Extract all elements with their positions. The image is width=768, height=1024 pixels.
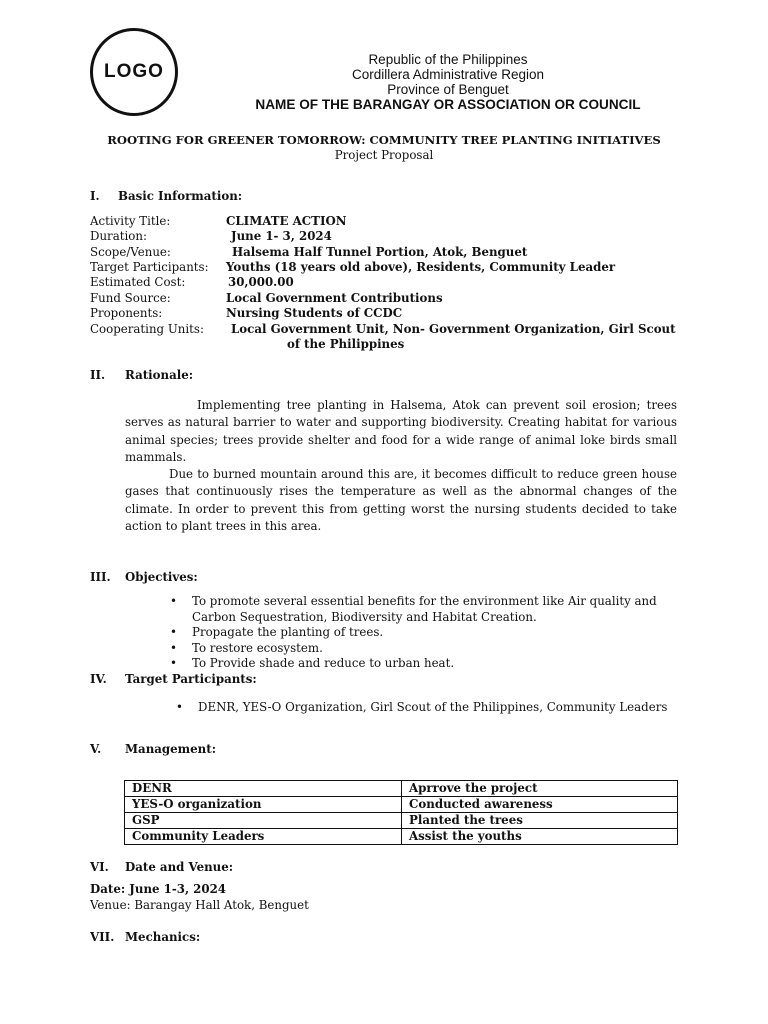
logo: LOGO — [90, 28, 178, 116]
section-number: II. — [90, 368, 106, 382]
table-cell: DENR — [125, 781, 402, 797]
section-number: VI. — [90, 860, 109, 874]
table-row — [125, 813, 678, 829]
section-title: Objectives: — [125, 570, 198, 584]
section-number: III. — [90, 570, 111, 584]
participants-value: Youths (18 years old above), Residents, Community Leader — [226, 260, 616, 274]
section-title: Date and Venue: — [125, 860, 234, 874]
section-number: IV. — [90, 672, 107, 686]
table-cell: Conducted awareness — [402, 797, 678, 813]
section-mechanics — [90, 930, 200, 944]
proponents-value: Nursing Students of CCDC — [226, 306, 403, 320]
section-title: Rationale: — [125, 368, 194, 382]
list-item: • DENR, YES-O Organization, Girl Scout of the Philippines, Community Leaders — [174, 696, 678, 719]
activity-title-label: Activity Title: — [90, 214, 171, 228]
section-title: Target Participants: — [125, 672, 257, 686]
header-country: Republic of the Philippines — [368, 52, 528, 67]
table-cell: YES-O organization — [125, 797, 402, 813]
list-item: • To promote several essential benefits for the environment like Air quality and Carbon Sequestration, Biodiversity and Habitat Creation. — [168, 594, 678, 625]
participants-label: Target Participants: — [90, 260, 209, 274]
section-date-venue — [90, 860, 233, 874]
document-subtitle: Project Proposal — [334, 148, 434, 162]
section-target-participants — [90, 672, 257, 686]
section-rationale — [90, 368, 193, 382]
section-title: Basic Information: — [118, 189, 243, 203]
objectives-list — [168, 594, 678, 672]
table-row — [125, 797, 678, 813]
rationale-paragraph-1: Implementing tree planting in Halsema, Atok can prevent soil erosion; trees serves as natural barrier to water and supporting biodiversity. Creating habitat for various animal species; trees provide shelter and food for a wide range of animal loke birds small mammals. — [125, 398, 677, 465]
header-province: Province of Benguet — [387, 82, 509, 97]
section-objectives — [90, 570, 198, 584]
section-number: I. — [90, 189, 100, 203]
participants-list — [174, 696, 678, 719]
section-basic-information — [90, 189, 242, 203]
fund-value: Local Government Contributions — [226, 291, 443, 305]
list-item: • Propagate the planting of trees. — [168, 625, 678, 641]
cost-label: Estimated Cost: — [90, 275, 186, 289]
section-number: VII. — [90, 930, 115, 944]
section-number: V. — [90, 742, 102, 756]
header-region: Cordillera Administrative Region — [351, 67, 545, 82]
section-title: Management: — [125, 742, 217, 756]
cost-value: 30,000.00 — [228, 275, 294, 289]
table-cell: Aprrove the project — [402, 781, 678, 797]
event-venue: Venue: Barangay Hall Atok, Benguet — [90, 898, 309, 912]
table-cell: Assist the youths — [402, 829, 678, 845]
list-item: • To restore ecosystem. — [168, 641, 678, 657]
rationale-paragraph-2: Due to burned mountain around this are, it becomes difficult to reduce green house gases that continuously rises the temperature as well as the abnormal changes of the climate. In order to prevent this from getting worst the nursing students decided to take action to plant trees in this area. — [125, 467, 677, 534]
scope-label: Scope/Venue: — [90, 245, 171, 259]
cooperating-label: Cooperating Units: — [90, 322, 204, 336]
table-row — [125, 781, 678, 797]
table-cell: GSP — [125, 813, 402, 829]
duration-value: June 1- 3, 2024 — [231, 229, 332, 243]
event-date: Date: June 1-3, 2024 — [90, 882, 226, 896]
document-title: ROOTING FOR GREENER TOMORROW: COMMUNITY TREE PLANTING INITIATIVES — [107, 133, 661, 147]
scope-value: Halsema Half Tunnel Portion, Atok, Benguet — [232, 245, 528, 259]
activity-title-value: CLIMATE ACTION — [226, 214, 347, 228]
table-row — [125, 829, 678, 845]
header-organization: NAME OF THE BARANGAY OR ASSOCIATION OR COUNCIL — [255, 97, 641, 112]
table-cell: Community Leaders — [125, 829, 402, 845]
duration-label: Duration: — [90, 229, 147, 243]
management-table — [124, 780, 678, 845]
list-item: • To Provide shade and reduce to urban heat. — [168, 656, 678, 672]
section-management — [90, 742, 216, 756]
proponents-label: Proponents: — [90, 306, 163, 320]
fund-label: Fund Source: — [90, 291, 171, 305]
cooperating-value-continued: of the Philippines — [287, 337, 405, 351]
table-cell: Planted the trees — [402, 813, 678, 829]
cooperating-value: Local Government Unit, Non- Government Organization, Girl Scout — [231, 322, 676, 336]
section-title: Mechanics: — [125, 930, 201, 944]
